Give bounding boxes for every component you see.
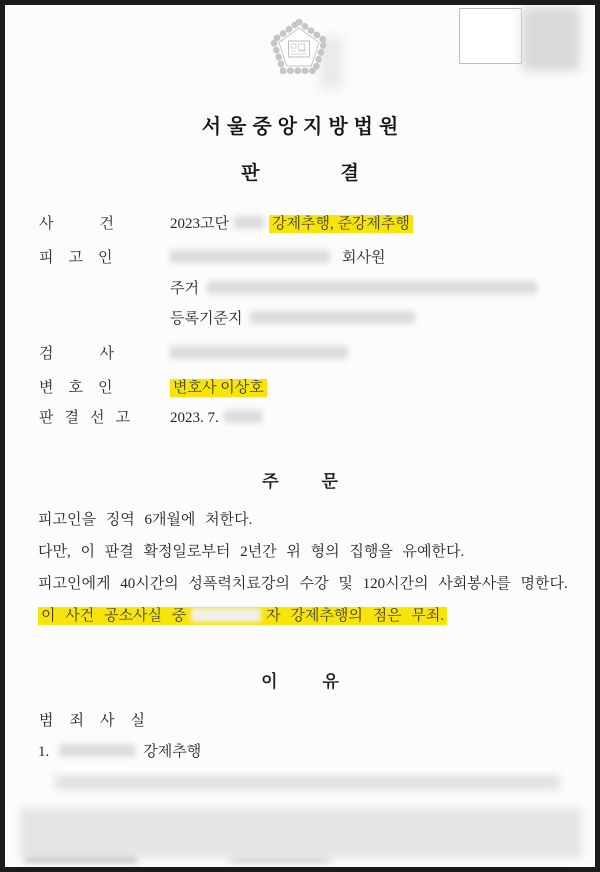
registered-base-label: 등록기준지 — [170, 311, 243, 327]
redacted-sentencing-day — [224, 410, 262, 423]
sentencing-row — [5, 407, 595, 429]
acquittal-suffix: 자 강제추행의 점은 무죄. — [266, 608, 445, 624]
defendant-row — [5, 247, 595, 269]
defendant-occupation: 회사원 — [342, 250, 386, 266]
crime-facts-label: 범죄사실 — [39, 713, 161, 729]
stamp-placeholder-box — [459, 8, 522, 64]
redacted-prosecutor-name — [170, 346, 348, 359]
counsel-name-highlight: 변호사 이상호 — [170, 379, 267, 397]
counsel-row — [5, 377, 595, 399]
prosecutor-value — [170, 343, 348, 365]
counsel-label: 변호인 — [39, 380, 128, 396]
residence-row — [5, 278, 595, 300]
case-number-prefix: 2023고단 — [170, 216, 229, 232]
order-line-2: 다만, 이 판결 확정일로부터 2년간 위 형의 집행을 유예한다. — [38, 544, 465, 560]
case-row — [5, 213, 595, 235]
defendant-value — [170, 247, 385, 269]
defendant-label: 피고인 — [39, 250, 128, 266]
sentencing-label: 판결선고 — [39, 410, 141, 426]
prosecutor-row — [5, 343, 595, 365]
court-seal-icon — [264, 17, 334, 83]
redacted-case-number — [234, 216, 264, 229]
registered-base-row — [5, 308, 595, 330]
redacted-defendant-name — [170, 250, 330, 263]
case-label: 사건 — [39, 216, 160, 232]
case-value — [170, 213, 413, 235]
document-type-title: 판결 — [241, 163, 440, 184]
order-line-1: 피고인을 징역 6개월에 처한다. — [38, 512, 253, 528]
acquittal-highlight — [38, 607, 447, 625]
order-section-heading: 주문 — [262, 472, 381, 491]
redacted-paragraph-block — [20, 808, 582, 858]
redacted-registered-address — [250, 311, 415, 324]
court-name: 서울중앙지방법원 — [201, 116, 405, 138]
redacted-acquittal-date — [191, 608, 261, 622]
redacted-crime-date — [59, 744, 135, 757]
residence-value — [170, 278, 537, 300]
crime-item-line — [38, 741, 201, 763]
redacted-stamp — [522, 7, 580, 71]
sentencing-date: 2023. 7. — [170, 410, 219, 426]
redacted-residence-address — [207, 281, 537, 294]
registered-base-value — [170, 308, 415, 330]
redacted-text-fragment — [230, 858, 330, 863]
acquittal-line — [38, 605, 447, 627]
reason-section-heading: 이유 — [261, 672, 384, 691]
prosecutor-label: 검사 — [39, 346, 160, 362]
crime-item-charge: 강제추행 — [143, 744, 202, 760]
acquittal-prefix: 이 사건 공소사실 중 — [41, 608, 187, 624]
order-line-3: 피고인에게 40시간의 성폭력치료강의 수강 및 120시간의 사회봉사를 명한다. — [38, 576, 568, 592]
redacted-text-line — [55, 775, 560, 790]
case-charges-highlight: 강제추행, 준강제추행 — [269, 215, 413, 233]
counsel-value — [170, 377, 267, 399]
redacted-text-fragment — [25, 857, 137, 863]
residence-label: 주거 — [170, 281, 199, 297]
sentencing-value — [170, 407, 262, 429]
crime-item-number: 1. — [38, 744, 50, 760]
